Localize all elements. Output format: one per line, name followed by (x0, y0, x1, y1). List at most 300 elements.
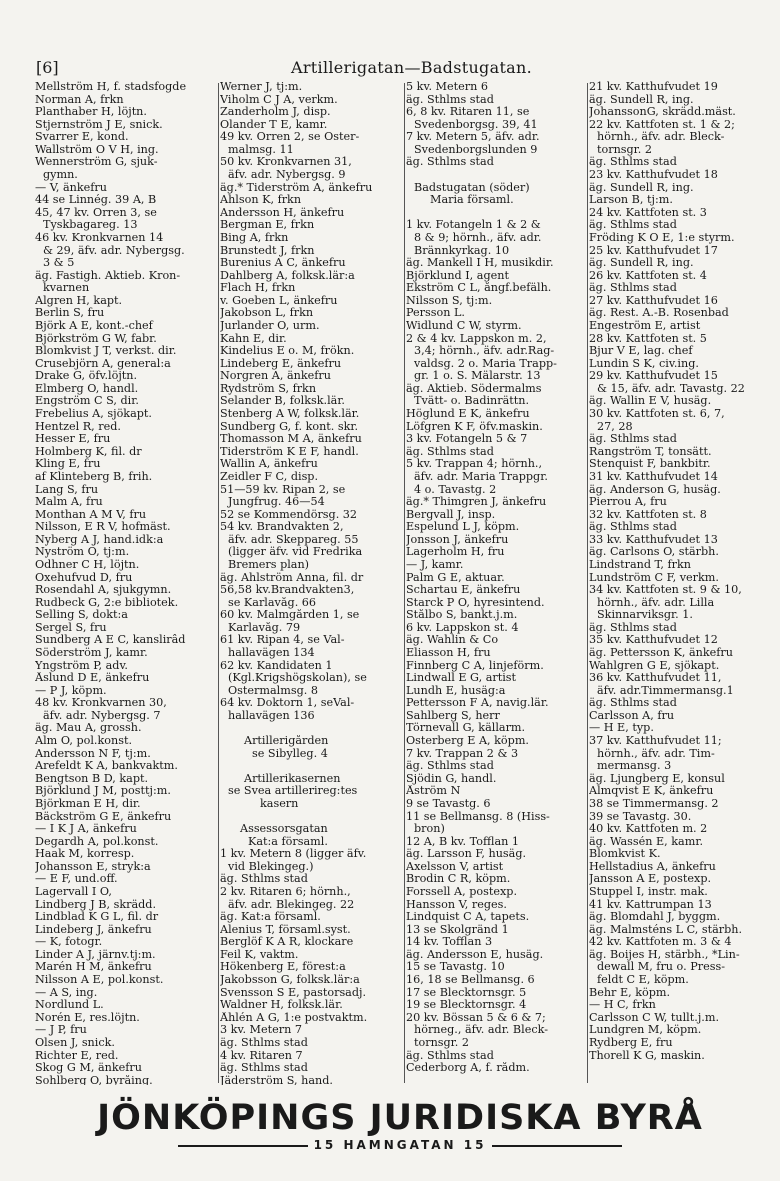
directory-entry: 3 kv. Metern 7 (220, 1024, 302, 1037)
directory-entry: Rangström T, tonsätt. (589, 445, 712, 458)
directory-entry: Björklund J M, posttj:m. (35, 785, 171, 798)
directory-entry: Lang S, fru (35, 483, 99, 496)
directory-entry: Alenius T, församl.syst. (220, 923, 351, 936)
directory-entry: 12 A, B kv. Tofflan 1 (406, 835, 520, 848)
directory-entry: Rydström S, frkn (220, 382, 317, 395)
directory-entry: Stjernström J E, snick. (35, 118, 163, 131)
directory-entry: Sundberg A E C, kanslirâd (35, 634, 186, 647)
directory-entry: Selling S, dokt:a (35, 609, 128, 622)
directory-entry: Norman A, frkn (35, 93, 124, 106)
directory-entry: 21 kv. Katthufvudet 19 (589, 81, 718, 93)
column-rule (218, 83, 219, 1083)
directory-entry: Jonsson J, änkefru (406, 533, 509, 546)
directory-entry: — E F, und.off. (35, 873, 118, 886)
directory-entry: 44 se Linnég. 39 A, B (35, 194, 157, 207)
directory-entry: 61 kv. Ripan 4, se Val- (220, 634, 345, 647)
directory-entry: Selander B, folksk.lär. (220, 395, 345, 408)
directory-entry: Persson L. (406, 307, 465, 320)
directory-entry: 6, 8 kv. Ritaren 11, se (406, 106, 530, 119)
directory-entry: Zanderholm J, disp. (220, 106, 331, 119)
directory-entry: hallavägen 136 (228, 709, 315, 722)
directory-entry: Arefeldt K A, bankvaktm. (35, 760, 178, 773)
directory-entry: Oxehufvud D, fru (35, 571, 133, 584)
directory-entry: äg. Sthlms stad (589, 156, 677, 169)
directory-entry: Hentzel R, red. (35, 420, 121, 433)
directory-entry: valdsg. 2 o. Maria Trapp- (414, 357, 557, 370)
directory-entry: Almqvist E K, änkefru (589, 785, 714, 798)
directory-entry: Sergel S, fru (35, 621, 107, 634)
directory-entry: Björkman E H, dir. (35, 797, 141, 810)
directory-entry: Hökenberg E, förest:a (220, 961, 346, 974)
directory-entry: Bjur V E, lag. chef (589, 345, 693, 358)
directory-entry: äfv. adr. Skeppareg. 55 (228, 533, 359, 546)
directory-entry: äfv. adr. Nybergsg. 9 (228, 169, 346, 182)
directory-entry: 17 se Blecktornsgr. 5 (406, 986, 527, 999)
directory-entry: Degardh A, pol.konst. (35, 835, 159, 848)
directory-entry: Larson B, tj:m. (589, 194, 673, 207)
directory-entry: Jäderström S, hand. (220, 1074, 333, 1085)
directory-entry: Jungfrug. 46—54 (228, 496, 325, 509)
directory-entry: 45, 47 kv. Orren 3, se (35, 206, 157, 219)
directory-entry: Norgren A, änkefru (220, 370, 331, 383)
directory-entry: Pierrou A, fru (589, 496, 667, 509)
directory-entry: Thorell K G, maskin. (589, 1049, 705, 1062)
directory-entry: Blomkvist J T, verkst. dir. (35, 345, 177, 358)
directory-entry: hörnh., äfv. adr. Bleck- (597, 131, 725, 144)
directory-entry: 1 kv. Metern 8 (ligger äfv. (220, 848, 367, 861)
directory-entry: äg. Ljungberg E, konsul (589, 772, 725, 785)
directory-entry: Olsen J, snick. (35, 1036, 115, 1049)
directory-entry: Marén H M, änkefru (35, 961, 152, 974)
directory-entry: Nilsson S, tj:m. (406, 294, 493, 307)
directory-entry: Dahlberg A, folksk.lär:a (220, 269, 355, 282)
directory-entry: 7 kv. Trappan 2 & 3 (406, 747, 519, 760)
directory-entry: äg. Sthlms stad (589, 219, 677, 232)
directory-entry: äg. Larsson F, husäg. (406, 848, 527, 861)
directory-entry (220, 722, 403, 735)
directory-entry: äg. Carlsons O, stärbh. (589, 546, 719, 559)
directory-entry: äg. Sthlms stad (220, 1062, 308, 1075)
directory-entry: se Svea artillerireg:tes (228, 785, 358, 798)
directory-entry: Karlavåg. 79 (228, 621, 301, 634)
directory-entry: äg. Sthlms stad (406, 1049, 494, 1062)
directory-entry: 35 kv. Katthufvudet 12 (589, 634, 718, 647)
directory-entry: Zeidler F C, disp. (220, 470, 319, 483)
directory-entry (406, 207, 586, 220)
directory-entry: (Kgl.Krigshögskolan), se (228, 672, 367, 685)
directory-entry: 48 kv. Kronkvarnen 30, (35, 697, 167, 710)
directory-entry: Monthan A M V, fru (35, 508, 147, 521)
directory-entry: 19 se Blecktornsgr. 4 (406, 999, 527, 1012)
directory-entry: 25 kv. Katthufvudet 17 (589, 244, 718, 257)
directory-entry: äg. Sundell R, ing. (589, 93, 694, 106)
directory-entry: hörnh., äfv. adr. Tim- (597, 747, 715, 760)
directory-entry: äg. Andersson E, husäg. (406, 948, 544, 961)
directory-entry: Jakobsson G, folksk.lär:a (220, 974, 360, 987)
directory-entry: Maria församl. (430, 194, 514, 207)
directory-entry: äfv. adr. Maria Trappgr. (414, 470, 548, 483)
directory-entry: Bremers plan) (228, 558, 310, 571)
directory-entry: Ekström C L, ångf.befälh. (406, 282, 552, 295)
directory-entry: Nilsson, E R V, hofmäst. (35, 521, 171, 534)
directory-entry: äg. Boijes H, stärbh., *Lin- (589, 948, 740, 961)
directory-entry: Feil K, vaktm. (220, 948, 299, 961)
directory-entry: & 29, äfv. adr. Nybergsg. (43, 244, 185, 257)
directory-entry: Werner J, tj:m. (220, 81, 303, 93)
directory-entry: 37 kv. Katthufvudet 11; (589, 735, 722, 748)
directory-entry: äg. Malmsténs L C, stärbh. (589, 923, 743, 936)
directory-entry: 14 kv. Tofflan 3 (406, 936, 493, 949)
directory-entry: Lindberg J B, skrädd. (35, 898, 157, 911)
directory-entry: Waldner H, folksk.lär. (220, 999, 343, 1012)
directory-entry: Carlsson C W, tullt.j.m. (589, 1011, 720, 1024)
directory-entry: tornsgr. 2 (414, 1036, 470, 1049)
directory-entry: Bengtson B D, kapt. (35, 772, 149, 785)
directory-entry: Linder A J, järnv.tj:m. (35, 948, 156, 961)
directory-entry: Nyberg A J, hand.idk:a (35, 533, 164, 546)
column-rule (404, 83, 405, 1083)
directory-entry: 62 kv. Kandidaten 1 (220, 659, 333, 672)
directory-entry: Tiderström K E F, handl. (220, 445, 359, 458)
directory-entry: 64 kv. Doktorn 1, seVal- (220, 697, 355, 710)
directory-entry: 13 se Skolgränd 1 (406, 923, 509, 936)
directory-entry: — V, änkefru (35, 181, 107, 194)
directory-entry: 7 kv. Metern 5, äfv. adr. (406, 131, 540, 144)
directory-entry: kasern (260, 797, 299, 810)
directory-entry: äg. Sthlms stad (406, 156, 494, 169)
directory-entry: Stenquist F, bankbitr. (589, 458, 711, 471)
directory-entry: 5 kv. Metern 6 (406, 81, 488, 93)
directory-entry: äg. Blomdahl J, byggm. (589, 911, 721, 924)
directory-entry: äg. Mankell I H, musikdir. (406, 257, 554, 270)
column-1 (35, 81, 217, 1085)
directory-entry: hallavägen 134 (228, 647, 315, 660)
directory-entry: & 15, äfv. adr. Tavastg. 22 (597, 382, 745, 395)
directory-entry: Bergvall J, insp. (406, 508, 496, 521)
directory-entry: 50 kv. Kronkvarnen 31, (220, 156, 352, 169)
directory-entry: se Sibylleg. 4 (252, 747, 328, 760)
directory-entry: Österberg E A, köpm. (406, 735, 529, 748)
directory-entry: Holmberg K, fil. dr (35, 445, 142, 458)
directory-entry: mermansg. 3 (597, 760, 672, 773)
directory-entry: Rosendahl A, sjukgymn. (35, 584, 172, 597)
directory-entry: Axelsson V, artist (406, 860, 504, 873)
directory-entry: Wennerström G, sjuk- (35, 156, 158, 169)
directory-entry: (ligger äfv. vid Fredrika (228, 546, 363, 559)
directory-entry: 28 kv. Kattfoten st. 5 (589, 332, 707, 345)
directory-entry: 9 se Tavastg. 6 (406, 797, 491, 810)
directory-entry: 34 kv. Kattfoten st. 9 & 10, (589, 584, 742, 597)
directory-entry: hörneg., äfv. adr. Bleck- (414, 1024, 548, 1037)
directory-entry: äg. Pettersson K, änkefru (589, 647, 733, 660)
directory-entry: Åslund D E, änkefru (35, 672, 150, 685)
directory-entry: Engström C S, dir. (35, 395, 139, 408)
column-2 (220, 81, 403, 1085)
directory-entry: Jakobson L, frkn (220, 307, 314, 320)
directory-entry: Wallström O V H, ing. (35, 143, 159, 156)
rule-right (492, 1145, 622, 1147)
directory-entry: Algren H, kapt. (35, 294, 123, 307)
directory-entry: Lindwall E G, artist (406, 672, 517, 685)
directory-entry: äg. Aktieb. Södermalms (406, 382, 542, 395)
directory-entry: Svedenborgsg. 39, 41 (414, 118, 538, 131)
directory-entry: Lindeberg E, änkefru (220, 357, 342, 370)
column-4 (589, 81, 767, 1085)
directory-entry: Hesser E, fru (35, 433, 111, 446)
directory-entry: Sundberg G, f. kont. skr. (220, 420, 359, 433)
directory-entry: 33 kv. Katthufvudet 13 (589, 533, 718, 546)
directory-entry: Burenius A C, änkefru (220, 257, 346, 270)
directory-entry: äg. Mau A, grossh. (35, 722, 142, 735)
advertisement-footer (60, 1098, 740, 1168)
advertisement-headline: JÖNKÖPINGS JURIDISKA BYRÅ (97, 1098, 703, 1138)
directory-entry: Fröding K O E, 1:e styrm. (589, 231, 735, 244)
directory-entry: — A S, ing. (35, 986, 98, 999)
directory-entry: Brunstedt J, frkn (220, 244, 315, 257)
directory-entry: 42 kv. Kattfoten m. 3 & 4 (589, 936, 732, 949)
directory-entry: — J, kamr. (406, 558, 464, 571)
directory-entry: Sohlberg O, byråing. (35, 1074, 153, 1085)
directory-entry: Kling E, fru (35, 458, 101, 471)
directory-entry: 56,58 kv.Brandvakten3, (220, 584, 355, 597)
directory-entry: äfv. adr. Nybergsg. 7 (43, 709, 161, 722)
directory-entry: Johansson E, stryk:a (35, 860, 151, 873)
directory-entry: Artillerigården (244, 735, 329, 748)
directory-entry: 15 se Tavastg. 10 (406, 961, 505, 974)
directory-entry: 2 kv. Ritaren 6; hörnh., (220, 886, 351, 898)
directory-entry: Stenberg A W, folksk.lär. (220, 408, 360, 421)
directory-entry: JohanssonG, skrädd.mäst. (589, 106, 736, 119)
directory-entry: Elmberg O, handl. (35, 382, 139, 395)
directory-entry: Wahlgren G E, sjökapt. (589, 659, 720, 672)
directory-entry: 27 kv. Katthufvudet 16 (589, 294, 718, 307)
directory-entry: Forssell A, postexp. (406, 886, 518, 898)
directory-entry: Bäckström G E, änkefru (35, 810, 172, 823)
directory-entry: Richter E, red. (35, 1049, 119, 1062)
directory-entry: Stålbo S, bankt.j.m. (406, 609, 518, 622)
directory-entry: Mellström H, f. stadsfogde (35, 81, 187, 93)
directory-entry: Östermalmsg. 8 (228, 684, 318, 697)
directory-entry: 1 kv. Fotangeln 1 & 2 & (406, 219, 541, 232)
directory-entry: 49 kv. Orren 2, se Öster- (220, 131, 360, 144)
directory-entry: 26 kv. Kattfoten st. 4 (589, 269, 707, 282)
directory-entry: Eliasson H, fru (406, 647, 491, 660)
directory-columns (35, 81, 767, 1085)
page-number: [6] (36, 58, 59, 77)
directory-entry (220, 760, 403, 773)
directory-entry: Cederborg A, f. rådm. (406, 1062, 530, 1075)
directory-entry: 24 kv. Kattfoten st. 3 (589, 206, 707, 219)
directory-entry: 31 kv. Katthufvudet 14 (589, 470, 718, 483)
directory-entry: Björk A E, kont.-chef (35, 319, 153, 332)
directory-entry: äg. Sthlms stad (220, 873, 308, 886)
directory-entry: Ölander T E, kamr. (220, 118, 328, 131)
directory-entry: äg. Wallin E V, husäg. (589, 395, 712, 408)
directory-entry: 5 kv. Trappan 4; hörnh., (406, 458, 543, 471)
directory-entry: Engeström E, artist (589, 319, 701, 332)
directory-entry: äg.* Thimgren J, änkefru (406, 496, 547, 509)
directory-entry: äg. Sundell R, ing. (589, 181, 694, 194)
running-title: Artillerigatan—Badstugatan. (291, 58, 532, 77)
directory-entry: — H C, frkn (589, 999, 656, 1012)
directory-entry: — H E, typ. (589, 722, 654, 735)
directory-entry: Planthaber H, löjtn. (35, 106, 147, 119)
directory-entry: dewall M, fru o. Press- (597, 961, 725, 974)
directory-entry: Artillerikasernen (244, 772, 341, 785)
directory-entry: 22 kv. Kattfoten st. 1 & 2; (589, 118, 735, 131)
directory-entry: Assessorsgatan (240, 823, 328, 836)
directory-entry: Lundgren M, köpm. (589, 1024, 702, 1037)
directory-entry: Odhner C H, löjtn. (35, 558, 140, 571)
directory-entry: Norén E, res.löjtn. (35, 1011, 140, 1024)
directory-entry: 38 se Timmermansg. 2 (589, 797, 719, 810)
directory-entry: Lundh E, husäg:a (406, 684, 506, 697)
column-rule (587, 83, 588, 1083)
directory-entry: Widlund C W, styrm. (406, 319, 522, 332)
directory-entry: gymn. (43, 169, 78, 182)
directory-entry: Söderström J, kamr. (35, 647, 148, 660)
directory-entry: Jurlander O, urm. (220, 319, 320, 332)
directory-entry: Blomkvist K. (589, 848, 661, 861)
directory-entry: — K, fotogr. (35, 936, 103, 949)
directory-entry: Lundin S K, civ.ing. (589, 357, 699, 370)
directory-entry: Hellstadius A, änkefru (589, 860, 716, 873)
directory-entry: — J P, fru (35, 1024, 87, 1037)
directory-entry: Ahlson K, frkn (220, 194, 302, 207)
directory-entry: Törnevall G, källarm. (406, 722, 526, 735)
directory-entry: 2 & 4 kv. Lappskon m. 2, (406, 332, 547, 345)
directory-entry: 51—59 kv. Ripan 2, se (220, 483, 346, 496)
directory-entry: Kahn E, dir. (220, 332, 287, 345)
directory-entry: Åström N (406, 785, 461, 798)
directory-entry: Rydberg E, fru (589, 1036, 673, 1049)
directory-entry: äg. Wahlin & Co (406, 634, 499, 647)
directory-entry: 41 kv. Kattrumpan 13 (589, 898, 712, 911)
directory-entry: 3 & 5 (43, 257, 75, 270)
directory-entry: äg. Fastigh. Aktieb. Kron- (35, 269, 181, 282)
directory-entry: Berlin S, fru (35, 307, 105, 320)
page-header (36, 58, 760, 82)
directory-entry: 40 kv. Kattfoten m. 2 (589, 823, 708, 836)
directory-entry: äg. Ahlström Anna, fil. dr (220, 571, 364, 584)
directory-entry: Skinnarviksgr. 1. (597, 609, 693, 622)
directory-entry: Kindelius E o. M, frökn. (220, 345, 355, 358)
directory-entry: äg. Sthlms stad (406, 445, 494, 458)
directory-entry: Badstugatan (söder) (414, 181, 530, 194)
directory-entry: 27, 28 (597, 420, 633, 433)
directory-entry: Flach H, frkn (220, 282, 296, 295)
directory-entry: Jansson A E, postexp. (589, 873, 712, 886)
directory-entry: äg. Rest. A.-B. Rosenbad (589, 307, 729, 320)
directory-entry: Espelund L J, köpm. (406, 521, 520, 534)
directory-entry: 29 kv. Katthufvudet 15 (589, 370, 718, 383)
directory-entry: af Klinteberg B, frih. (35, 470, 153, 483)
directory-entry: Starck P O, hyresintend. (406, 596, 545, 609)
directory-entry: 52 se Kommendörsg. 32 (220, 508, 358, 521)
directory-entry: 3 kv. Fotangeln 5 & 7 (406, 433, 528, 446)
directory-entry: äfv. adr. Blekingeg. 22 (228, 898, 355, 911)
directory-entry: Lagervall I O, (35, 886, 112, 898)
directory-entry: äg.* Tiderström A, änkefru (220, 181, 373, 194)
directory-entry: Tyskbagareg. 13 (43, 219, 138, 232)
directory-entry: se Karlavåg. 66 (228, 596, 317, 609)
directory-entry: vid Blekingeg.) (228, 860, 314, 873)
directory-entry: Löfgren K F, öfv.maskin. (406, 420, 543, 433)
directory-entry: Finnberg C A, linjeförm. (406, 659, 544, 672)
directory-entry: Stuppel I, instr. mak. (589, 886, 708, 898)
directory-entry: Brännkyrkag. 10 (414, 244, 510, 257)
directory-entry: Viholm C J A, verkm. (220, 93, 338, 106)
directory-entry: äg. Sthlms stad (589, 521, 677, 534)
directory-entry: Svensson S E, pastorsadj. (220, 986, 367, 999)
directory-entry: feldt C E, köpm. (597, 974, 689, 987)
directory-entry: Drake G, öfv.löjtn. (35, 370, 138, 383)
directory-entry (220, 811, 403, 824)
directory-entry: Brodin C R, köpm. (406, 873, 511, 886)
directory-entry: Berglöf K A R, klockare (220, 936, 354, 949)
rule-left (178, 1145, 308, 1147)
directory-entry: Lindstrand T, frkn (589, 558, 691, 571)
directory-entry: äg. Wassén E, kamr. (589, 835, 704, 848)
directory-entry: 39 se Tavastg. 30. (589, 810, 692, 823)
directory-entry: äg. Sthlms stad (406, 93, 494, 106)
directory-entry: äg. Sthlms stad (589, 697, 677, 710)
directory-entry: — I K J A, änkefru (35, 823, 137, 836)
directory-entry: Skog G M, änkefru (35, 1062, 142, 1075)
directory-entry: 6 kv. Lappskon st. 4 (406, 621, 519, 634)
directory-entry: Palm G E, aktuar. (406, 571, 505, 584)
directory-entry: Frebelius A, sjökapt. (35, 408, 152, 421)
directory-entry: Lindquist C A, tapets. (406, 911, 530, 924)
directory-entry: — P J, köpm. (35, 684, 107, 697)
directory-entry: 4 kv. Ritaren 7 (220, 1049, 303, 1062)
directory-entry: Yngström P, adv. (35, 659, 128, 672)
advertisement-address: 15 HAMNGATAN 15 (313, 1138, 487, 1152)
directory-entry: Andersson H, änkefru (220, 206, 345, 219)
directory-entry: Nordlund L. (35, 999, 104, 1012)
directory-entry (406, 169, 586, 182)
directory-entry: v. Goeben L, änkefru (220, 294, 338, 307)
directory-entry: Behr E, köpm. (589, 986, 671, 999)
directory-entry: 36 kv. Katthufvudet 11, (589, 672, 722, 685)
directory-entry: kvarnen (43, 282, 90, 295)
directory-entry: Andersson N F, tj:m. (35, 747, 151, 760)
directory-entry: Crusebjörn A, general:a (35, 357, 171, 370)
directory-entry: äg. Sthlms stad (589, 282, 677, 295)
directory-entry: tornsgr. 2 (597, 143, 653, 156)
directory-entry: Björklund I, agent (406, 269, 509, 282)
directory-entry: äg. Anderson G, husäg. (589, 483, 721, 496)
directory-entry: bron) (414, 823, 445, 836)
directory-entry: 60 kv. Malmgården 1, se (220, 609, 360, 622)
directory-entry: Malm A, fru (35, 496, 103, 509)
directory-entry: 4 o. Tavastg. 2 (414, 483, 497, 496)
directory-entry: äfv. adr.Timmermansg.1 (597, 684, 734, 697)
directory-entry: Haak M, korresp. (35, 848, 135, 861)
advertisement-address-row (60, 1138, 740, 1152)
directory-entry: Schartau E, änkefru (406, 584, 521, 597)
directory-entry: 20 kv. Bössan 5 & 6 & 7; (406, 1011, 546, 1024)
directory-entry: Nilsson A E, pol.konst. (35, 974, 164, 987)
directory-entry: äg. Sthlms stad (406, 760, 494, 773)
directory-entry: Lindeberg J, änkefru (35, 923, 152, 936)
directory-entry: Alm O, pol.konst. (35, 735, 132, 748)
directory-entry: 3,4; hörnh., äfv. adr.Rag- (414, 345, 555, 358)
directory-entry: 54 kv. Brandvakten 2, (220, 521, 344, 534)
directory-entry: gr. 1 o. S. Mälarstr. 13 (414, 370, 541, 383)
directory-entry: Hansson V, reges. (406, 898, 507, 911)
directory-entry: Nyström O, tj:m. (35, 546, 130, 559)
